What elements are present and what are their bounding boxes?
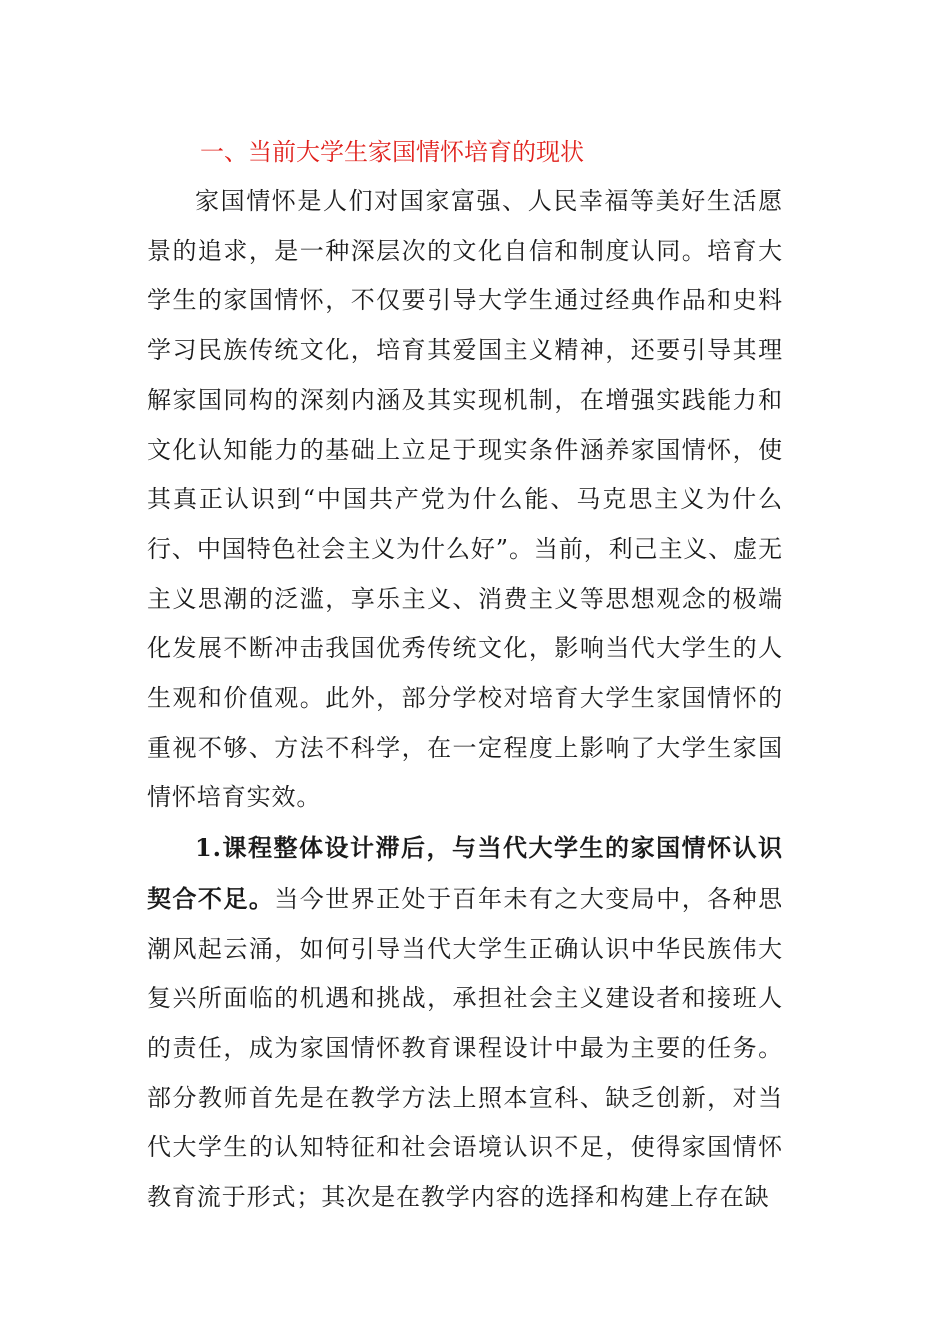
paragraph-intro: 家国情怀是人们对国家富强、人民幸福等美好生活愿景的追求，是一种深层次的文化自信和制度认同。培育大学生的家国情怀，不仅要引导大学生通过经典作品和史料学习民族传统文化，培育其爱国主义精神，还要引导其理解家国同构的深刻内涵及其实现机制，在增强实践能力和文化认知能力的基础上立足于现实条件涵养家国情怀，使其真正认识到“中国共产党为什么能、马克思主义为什么行、中国特色社会主义为什么好”。当前，利己主义、虚无主义思潮的泛滥，享乐主义、消费主义等思想观念的极端化发展不断冲击我国优秀传统文化，影响当代大学生的人生观和价值观。此外，部分学校对培育大学生家国情怀的重视不够、方法不科学，在一定程度上影响了大学生家国情怀培育实效。: [147, 187, 783, 812]
point-1-heading: 1.课程整体设计滞后，与当代大学生的家国情怀认识契合不足。: [147, 833, 783, 913]
paragraph-point-1: [147, 823, 783, 1223]
section-heading: 一、当前大学生家国情怀培育的现状: [200, 138, 584, 166]
document-page: [147, 127, 783, 1223]
point-1-body: 当今世界正处于百年未有之大变局中，各种思潮风起云涌，如何引导当代大学生正确认识中华民族伟大复兴所面临的机遇和挑战，承担社会主义建设者和接班人的责任，成为家国情怀教育课程设计中最为主要的任务。部分教师首先是在教学方法上照本宣科、缺乏创新，对当代大学生的认知特征和社会语境认识不足，使得家国情怀教育流于形式；其次是在教学内容的选择和构建上存在缺: [147, 884, 783, 1212]
